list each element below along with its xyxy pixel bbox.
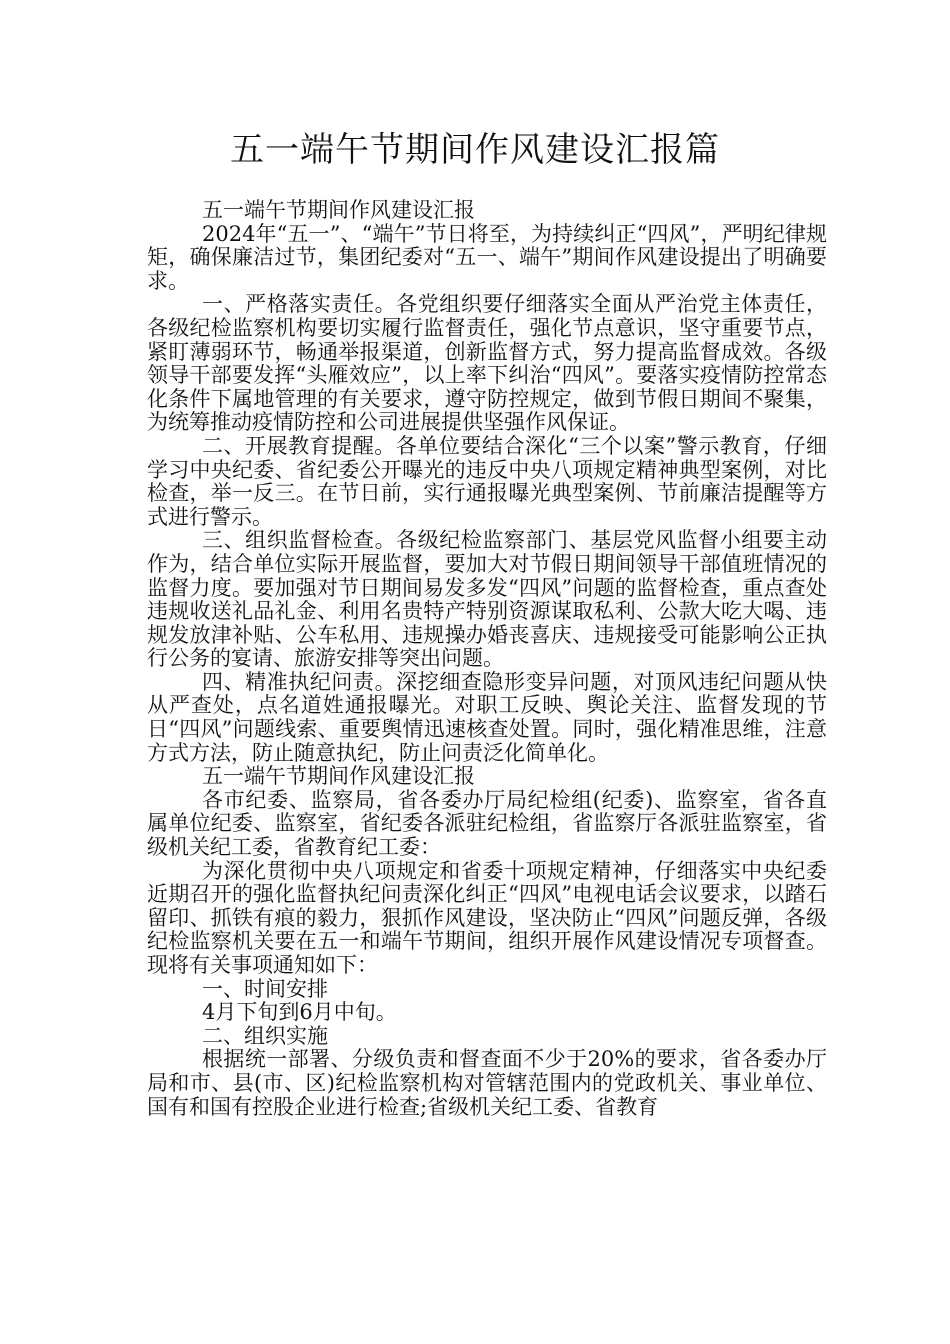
paragraph-responsibility: 一、严格落实责任。各党组织要仔细落实全面从严治党主体责任，各级纪检监察机构要切实履行监督责任，强化节点意识，坚守重要节点，紧盯薄弱环节，畅通举报渠道，创新监督方式，努力提高监督成效。各级领导干部要发挥“头雁效应”，以上率下纠治“四风”。要落实疫情防控常态化条件下属地管理的有关要求，遵守防控规定，做到节假日期间不聚集，为统筹推动疫情防控和公司进展提供坚强作风保证。 xyxy=(147,292,827,435)
document-title: 五一端午节期间作风建设汇报篇 xyxy=(230,130,720,170)
paragraph-organization-heading: 二、组织实施 xyxy=(202,1023,328,1048)
paragraph-supervision: 三、组织监督检查。各级纪检监察部门、基层党风监督小组要主动作为，结合单位实际开展监督，要加大对节假日期间领导干部值班情况的监督力度。要加强对节日期间易发多发“四风”问题的监督检查，重点查处违规收送礼品礼金、利用名贵特产特别资源谋取私利、公款大吃大喝、违规发放津补贴、公车私用、违规操办婚丧喜庆、违规接受可能影响公正执行公务的宴请、旅游安排等突出问题。 xyxy=(147,528,827,671)
document-body xyxy=(147,199,827,1119)
paragraph-education: 二、开展教育提醒。各单位要结合深化“三个以案”警示教育，仔细学习中央纪委、省纪委公开曝光的违反中央八项规定精神典型案例，对比检查，举一反三。在节日前，实行通报曝光典型案例、节前廉洁提醒等方式进行警示。 xyxy=(147,433,827,529)
paragraph-time-range: 4月下旬到6月中旬。 xyxy=(202,1000,397,1025)
paragraph-intro: 2024年“五一”、“端午”节日将至，为持续纠正“四风”，严明纪律规矩，确保廉洁过节，集团纪委对“五一、端午”期间作风建设提出了明确要求。 xyxy=(147,221,827,293)
paragraph-accountability: 四、精准执纪问责。深挖细查隐形变异问题，对顶风违纪问题从快从严查处，点名道姓通报曝光。对职工反映、舆论关注、监督发现的节日“四风”问题线索、重要舆情迅速核查处置。同时，强化精准思维，注意方式方法，防止随意执纪，防止问责泛化简单化。 xyxy=(147,669,827,765)
paragraph-notice: 为深化贯彻中央八项规定和省委十项规定精神，仔细落实中央纪委近期召开的强化监督执纪问责深化纠正“四风”电视电话会议要求，以踏石留印、抓铁有痕的毅力，狠抓作风建设，坚决防止“四风”问题反弹，各级纪检监察机关要在五一和端午节期间，组织开展作风建设情况专项督查。现将有关事项通知如下： xyxy=(147,858,827,977)
paragraph-organization: 根据统一部署、分级负责和督查面不少于20%的要求，省各委办厅局和市、县(市、区)纪检监察机构对管辖范围内的党政机关、事业单位、国有和国有控股企业进行检查;省级机关纪工委、省教育 xyxy=(147,1047,827,1119)
paragraph-subtitle: 五一端午节期间作风建设汇报 xyxy=(202,198,475,222)
paragraph-addressees: 各市纪委、监察局，省各委办厅局纪检组(纪委)、监察室，省各直属单位纪委、监察室，省纪委各派驻纪检组，省监察厅各派驻监察室，省级机关纪工委，省教育纪工委： xyxy=(147,787,827,860)
paragraph-time-heading: 一、时间安排 xyxy=(202,976,328,1001)
paragraph-second-heading: 五一端午节期间作风建设汇报 xyxy=(202,764,475,789)
